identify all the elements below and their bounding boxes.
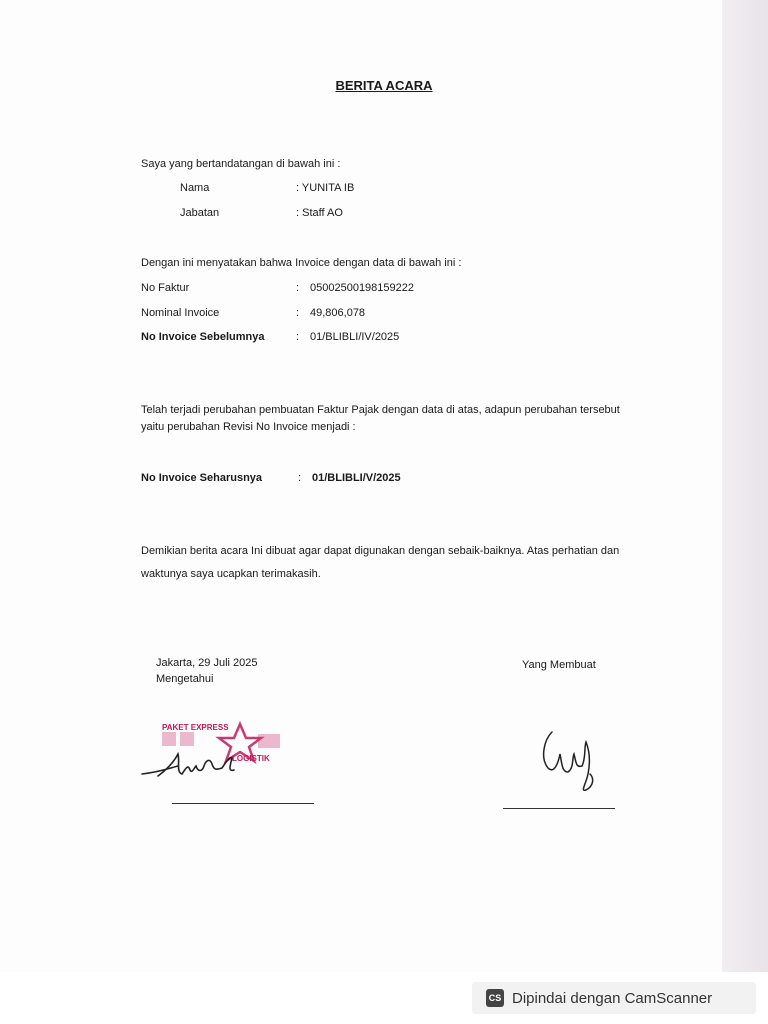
previous-invoice-label: No Invoice Sebelumnya [141,331,265,343]
place-date: Jakarta, 29 Juli 2025 [156,657,258,669]
name-label: Nama [180,182,210,194]
previous-invoice-value: 01/BLIBLI/IV/2025 [310,331,400,343]
acknowledged-signature-line [172,803,314,804]
acknowledged-label: Mengetahui [156,673,214,685]
correct-invoice-colon: : [298,472,302,484]
correct-invoice-label: No Invoice Seharusnya [141,472,263,484]
faktur-label: No Faktur [141,282,190,294]
camscanner-text: Dipindai dengan CamScanner [512,989,713,1007]
camscanner-icon: CS [486,989,504,1007]
previous-invoice-colon: : [296,331,300,343]
nominal-value: 49,806,078 [310,307,366,319]
camscanner-watermark [472,982,756,1014]
scan-edge [722,0,768,1024]
position-label: Jabatan [180,207,220,219]
maker-signature [532,718,612,798]
change-text-line1: Telah terjadi perubahan pembuatan Faktur Pajak dengan data di atas, adapun perubahan tersebut [141,404,620,416]
change-text-line2: yaitu perubahan Revisi No Invoice menjadi : [141,421,356,433]
stamp-top-text: PAKET EXPRESS [162,723,229,732]
name-value: : YUNITA IB [296,182,355,194]
company-stamp-signature [140,718,300,790]
correct-invoice-value: 01/BLIBLI/V/2025 [312,472,401,484]
closing-text-line1: Demikian berita acara Ini dibuat agar dapat digunakan dengan sebaik-baiknya. Atas perhatian dan [141,545,620,557]
faktur-value: 05002500198159222 [310,282,415,294]
nominal-label: Nominal Invoice [141,307,220,319]
made-by-label: Yang Membuat [522,659,596,671]
statement-text: Dengan ini menyatakan bahwa Invoice dengan data di bawah ini : [141,257,462,269]
intro-text: Saya yang bertandatangan di bawah ini : [141,158,341,170]
nominal-colon: : [296,307,300,319]
maker-signature-line [503,808,615,809]
faktur-colon: : [296,282,300,294]
document-title: BERITA ACARA [335,78,433,93]
stamp-bottom-text: LOGISTIK [232,754,270,763]
closing-text-line2: waktunya saya ucapkan terimakasih. [141,568,321,580]
position-value: : Staff AO [296,207,343,219]
